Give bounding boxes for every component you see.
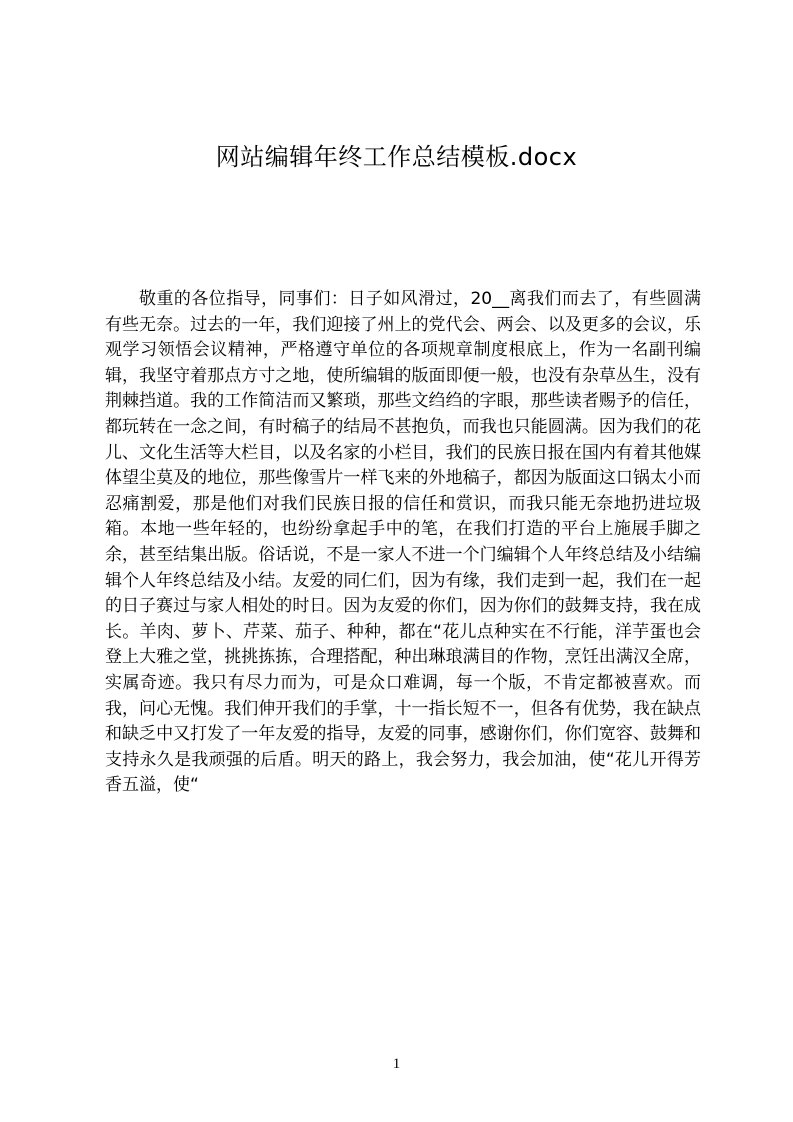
page-number: 1 <box>392 1056 401 1072</box>
body-paragraph: 敬重的各位指导，同事们：日子如风滑过，20__离我们而去了，有些圆满有些无奈。过去的一年，我们迎接了州上的党代会、两会、以及更多的会议，乐观学习领悟会议精神，严格遵守单位的各项规章制度根底上，作为一名副刊编辑，我坚守着那点方寸之地，使所编辑的版面即便一般，也没有杂草丛生，没有荆棘挡道。我的工作简洁而又繁琐，那些文绉绉的字眼，那些读者赐予的信任，都玩转在一念之间，有时稿子的结局不甚抱负，而我也只能圆满。因为我们的花儿、文化生活等大栏目，以及名家的小栏目，我们的民族日报在国内有着其他媒体望尘莫及的地位，那些像雪片一样飞来的外地稿子，都因为版面这口锅太小而忍痛割爱，那是他们对我们民族日报的信任和赏识，而我只能无奈地扔进垃圾箱。本地一些年轻的，也纷纷拿起手中的笔，在我们打造的平台上施展手脚之余，甚至结集出版。俗话说，不是一家人不进一个门编辑个人年终总结及小结编辑个人年终总结及小结。友爱的同仁们，因为有缘，我们走到一起，我们在一起的日子赛过与家人相处的时日。因为友爱的你们，因为你们的鼓舞支持，我在成长。羊肉、萝卜、芹菜、茄子、种种，都在“花儿点种实在不行能，洋芋蛋也会登上大雅之堂，挑挑拣拣，合理搭配，种出琳琅满目的作物，烹饪出满汉全席，实属奇迹。我只有尽力而为，可是众口难调，每一个版，不肯定都被喜欢。而我，问心无愧。我们伸开我们的手掌，十一指长短不一，但各有优势，我在缺点和缺乏中又打发了一年友爱的指导，友爱的同事，感谢你们，你们宽容、鼓舞和支持永久是我顽强的后盾。明天的路上，我会努力，我会加油，使“花儿开得芳香五溢，使“ <box>105 289 701 796</box>
document-title: 网站编辑年终工作总结模板.docx <box>215 143 578 171</box>
